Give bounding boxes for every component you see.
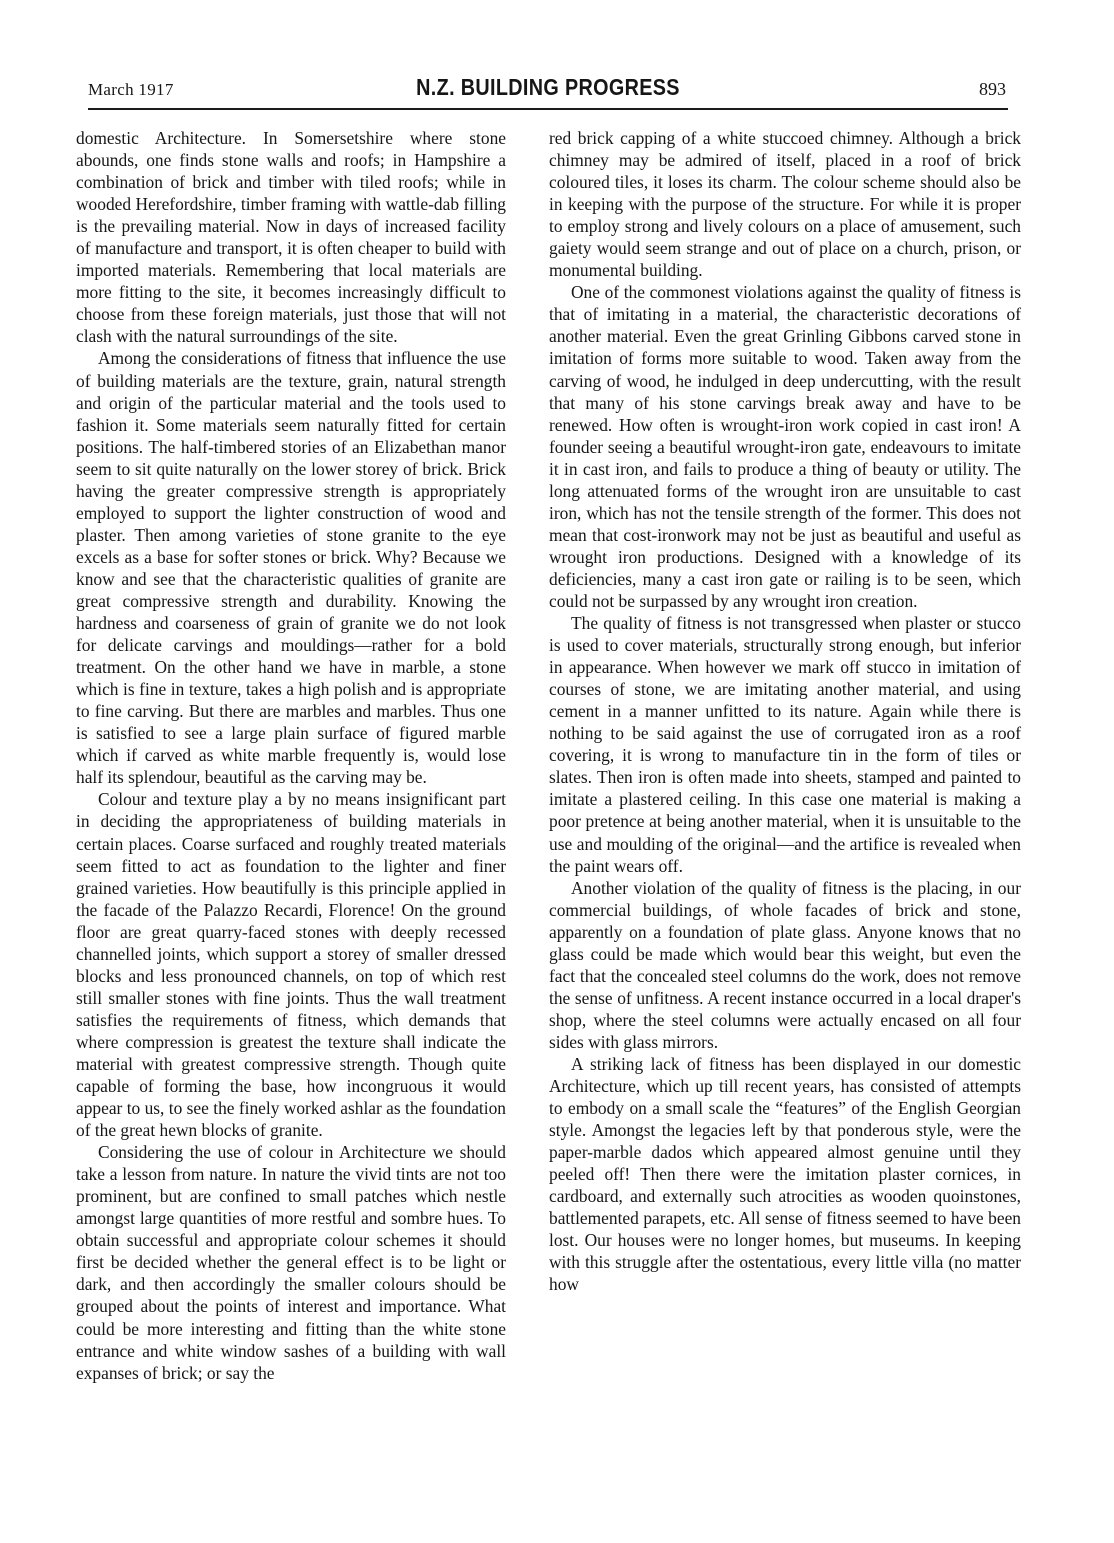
paragraph: red brick capping of a white stuccoed chimney. Although a brick chimney may be admired of itself, placed in a roof of brick coloured tiles, it loses its charm. The colour scheme should also be in keeping with the purpose of the structure. For while it is proper to employ strong and lively colours on a place of amusement, such gaiety would seem strange and out of place on a church, prison, or monumental building. (549, 128, 1021, 281)
paragraph: The quality of fitness is not transgressed when plaster or stucco is used to cover materials, structurally strong enough, but inferior in appearance. When however we mark off stucco in imitation of courses of stone, we are imitating another material, and using cement in a manner unfitted to its nature. Again while there is nothing to be said against the use of corrugated iron as a roof covering, it is wrong to manufacture tin in the form of tiles or slates. Then iron is often made into sheets, stamped and painted to imitate a plastered ceiling. In this case one material is making a poor pretence at being another material, when it is unsuitable to the use and moulding of the original—and the artifice is revealed when the paint wears off. (549, 613, 1021, 876)
paragraph: Among the considerations of fitness that influence the use of building materials are the texture, grain, natural strength and origin of the particular material and the tools used to fashion it. Some materials seem naturally fitted for certain positions. The half-timbered stories of an Elizabethan manor seem to sit quite naturally on the lower storey of brick. Brick having the greater compressive strength is appropriately employed to support the lighter construction of wood and plaster. Then among varieties of stone granite to the eye excels as a base for softer stones or brick. Why? Because we know and see that the characteristic qualities of granite are great compressive strength and durability. Knowing the hardness and coarseness of grain of granite we do not look for delicate carvings and mouldings—rather for a bold treatment. On the other hand we have in marble, a stone which is fine in texture, takes a high polish and is appropriate to fine carving. But there are marbles and marbles. Thus one is satisfied to see a large plain surface of figured marble which if carved as white marble frequently is, would lose half its splendour, beautiful as the carving may be. (76, 348, 506, 788)
publication-title: N.Z. BUILDING PROGRESS (416, 74, 680, 100)
left-column (76, 127, 506, 1384)
paragraph: A striking lack of fitness has been displayed in our domestic Architecture, which up till recent years, has consisted of attempts to embody on a small scale the “features” of the English Georgian style. Amongst the legacies left by that ponderous style, were the paper-marble dados which appeared almost genuine until they peeled off! Then there were the imitation plaster cornices, in cardboard, and externally such atrocities as wooden quoinstones, battlemented parapets, etc. All sense of fitness seemed to have been lost. Our houses were no longer homes, but museums. In keeping with this struggle after the ostentatious, every little villa (no matter how (549, 1053, 1021, 1295)
paragraph: One of the commonest violations against the quality of fitness is that of imitating in a material, the characteristic decorations of another material. Even the great Grinling Gibbons carved stone in imitation of forms more suitable to wood. Taken away from the carving of wood, he indulged in deep undercutting, with the result that many of his stone carvings break away and have to be renewed. How often is wrought-iron work copied in cast iron! A founder seeing a beautiful wrought-iron gate, endeavours to imitate it in cast iron, and fails to produce a thing of beauty or utility. The long attenuated forms of the wrought iron are unsuitable to cast iron, which has not the tensile strength of the former. This does not mean that cost-ironwork may not be just as beautiful and useful as wrought iron productions. Designed with a knowledge of its deficiencies, many a cast iron gate or railing is to be seen, which could not be surpassed by any wrought iron creation. (549, 282, 1021, 611)
paragraph: Considering the use of colour in Architecture we should take a lesson from nature. In nature the vivid tints are not too prominent, but are confined to small patches which nestle amongst large quantities of more restful and sombre hues. To obtain successful and appropriate colour schemes it should first be decided whether the general effect is to be light or dark, and then accordingly the smaller colours should be grouped about the points of interest and importance. What could be more interesting and fitting than the white stone entrance and white window sashes of a building with wall expanses of brick; or say the (76, 1142, 506, 1383)
running-head (88, 74, 1008, 108)
paragraph: domestic Architecture. In Somersetshire where stone abounds, one finds stone walls and roofs; in Hampshire a combination of brick and timber with tiled roofs; while in wooded Herefordshire, timber framing with wattle-dab filling is the prevailing material. Now in days of increased facility of manufacture and transport, it is often cheaper to build with imported materials. Remembering that local materials are more fitting to the site, it becomes increasingly difficult to choose from these foreign materials, just those that will not clash with the natural surroundings of the site. (76, 128, 506, 347)
paragraph: Colour and texture play a by no means insignificant part in deciding the appropriateness of building materials in certain places. Coarse surfaced and roughly treated materials seem fitted to act as foundation to the lighter and finer grained varieties. How beautifully is this principle applied in the facade of the Palazzo Recardi, Florence! On the ground floor are great quarry-faced stones with deeply recessed channelled joints, which support a storey of smaller dressed blocks and less pronounced channels, on top of which rest still smaller stones with fine joints. Thus the wall treatment satisfies the requirements of fitness, which demands that where compression is greatest the texture shall indicate the material with greatest compressive strength. Though quite capable of forming the base, how incongruous it would appear to us, to see the finely worked ashlar as the foundation of the great hewn blocks of granite. (76, 789, 506, 1141)
header-rule (88, 108, 1008, 110)
paragraph: Another violation of the quality of fitness is the placing, in our commercial buildings, of whole facades of brick and stone, apparently on a foundation of plate glass. Anyone knows that no glass could be made which would bear this weight, but even the fact that the concealed steel columns do the work, does not remove the sense of unfitness. A recent instance occurred in a local draper's shop, where the steel columns were actually encased on all four sides with glass mirrors. (549, 877, 1021, 1052)
page-number: 893 (979, 79, 1006, 99)
issue-date: March 1917 (88, 80, 174, 99)
right-column (549, 127, 1021, 1295)
